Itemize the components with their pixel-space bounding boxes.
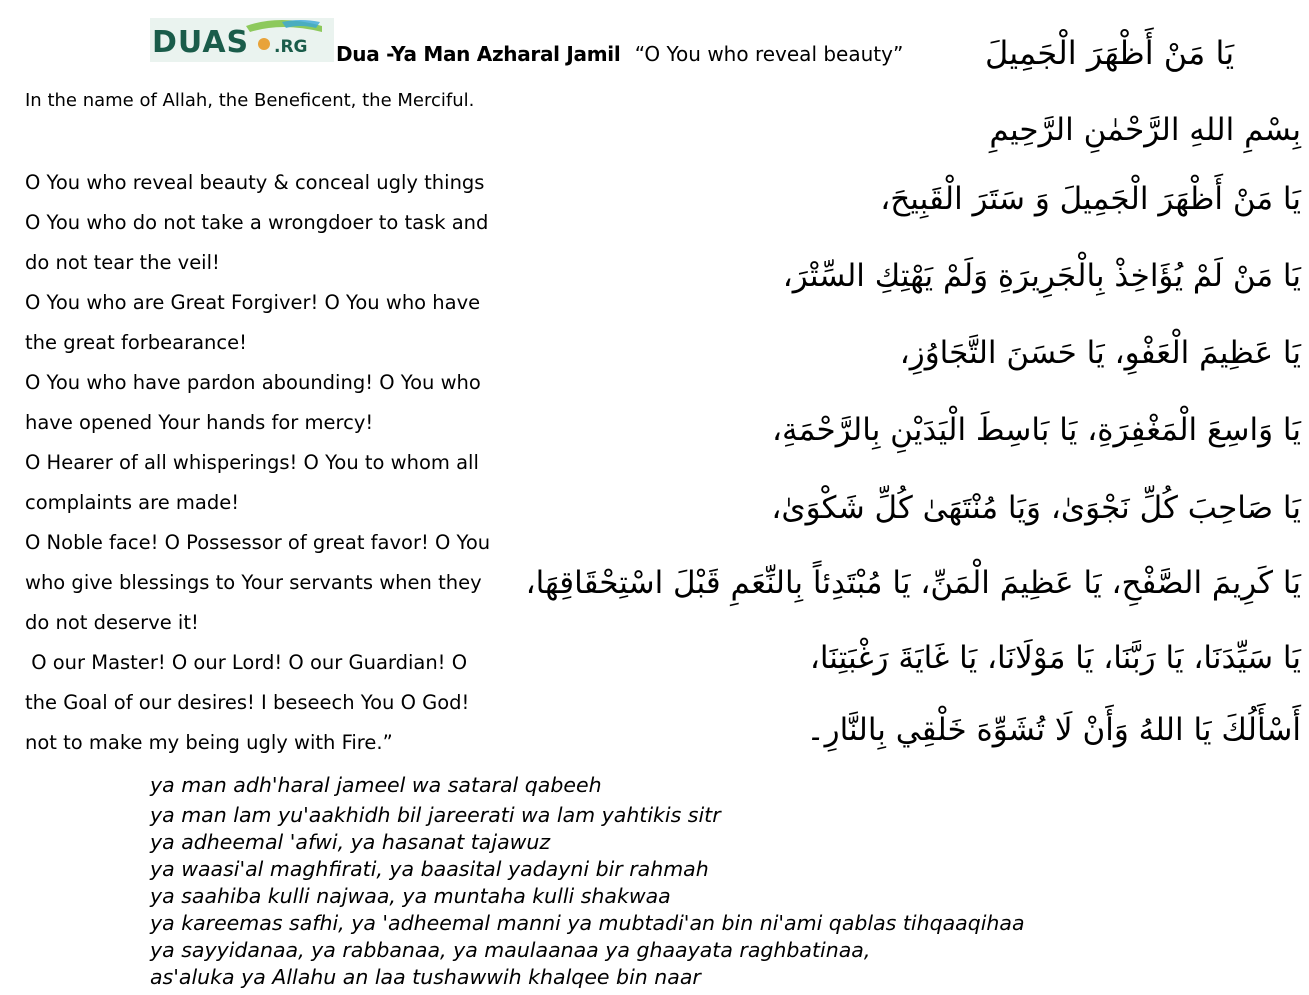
english-line: complaints are made! bbox=[25, 491, 240, 514]
translit-line: ya adheemal 'afwi, ya hasanat tajawuz bbox=[150, 830, 551, 854]
intro-text: In the name of Allah, the Beneficent, the Merciful. bbox=[25, 90, 475, 111]
english-line: O You who do not take a wrongdoer to task and bbox=[25, 211, 489, 234]
english-line: O our Master! O our Lord! O our Guardian! O bbox=[25, 651, 468, 674]
translit-line: ya waasi'al maghfirati, ya baasital yadayni bir rahmah bbox=[150, 857, 709, 881]
translit-line: ya man lam yu'aakhidh bil jareerati wa lam yahtikis sitr bbox=[150, 803, 721, 827]
arabic-line-0: بِسْمِ اللهِ الرَّحْمٰنِ الرَّحِيمِ bbox=[989, 112, 1301, 148]
english-line: O You who are Great Forgiver! O You who have bbox=[25, 291, 481, 314]
title-row bbox=[336, 42, 903, 66]
arabic-line-1: يَا مَنْ أَظْهَرَ الْجَمِيلَ وَ سَتَرَ الْقَبِيحَ، bbox=[880, 181, 1301, 217]
translit-line: ya kareemas safhi, ya 'adheemal manni ya mubtadi'an bin ni'ami qablas tihqaaqihaa bbox=[150, 911, 1025, 935]
transliteration bbox=[150, 772, 1025, 991]
english-line: O Hearer of all whisperings! O You to whom all bbox=[25, 451, 479, 474]
english-line: do not deserve it! bbox=[25, 611, 199, 634]
logo-graphic bbox=[150, 18, 334, 62]
english-line: the Goal of our desires! I beseech You O God! bbox=[25, 691, 470, 714]
english-line: O You who reveal beauty & conceal ugly things bbox=[25, 171, 485, 194]
logo bbox=[150, 18, 334, 62]
arabic-line-5: يَا صَاحِبَ كُلِّ نَجْوَىٰ، وَيَا مُنْتَهَىٰ كُلِّ شَكْوَىٰ، bbox=[771, 490, 1301, 526]
arabic-line-6: يَا كَرِيمَ الصَّفْحِ، يَا عَظِيمَ الْمَنِّ، يَا مُبْتَدِئاً بِالنِّعَمِ قَبْلَ اسْتِحْقَاقِهَا، bbox=[525, 565, 1301, 601]
translit-line: ya saahiba kulli najwaa, ya muntaha kulli shakwaa bbox=[150, 884, 671, 908]
english-line: the great forbearance! bbox=[25, 331, 247, 354]
arabic-line-4: يَا وَاسِعَ الْمَغْفِرَةِ، يَا بَاسِطَ الْيَدَيْنِ بِالرَّحْمَةِ، bbox=[771, 412, 1301, 448]
english-line: who give blessings to Your servants when they bbox=[25, 571, 482, 594]
svg-text:.RG: .RG bbox=[274, 37, 308, 57]
arabic-line-2: يَا مَنْ لَمْ يُؤَاخِذْ بِالْجَرِيرَةِ وَلَمْ يَهْتِكِ السِّتْرَ، bbox=[782, 258, 1301, 294]
english-translation bbox=[25, 163, 585, 763]
english-line: have opened Your hands for mercy! bbox=[25, 411, 374, 434]
english-line: do not tear the veil! bbox=[25, 251, 220, 274]
english-line: O You who have pardon abounding! O You who bbox=[25, 371, 481, 394]
arabic-line-7: يَا سَيِّدَنَا، يَا رَبَّنَا، يَا مَوْلَانَا، يَا غَايَةَ رَغْبَتِنَا، bbox=[809, 640, 1301, 676]
translit-line: ya sayyidanaa, ya rabbanaa, ya maulaanaa ya ghaayata raghbatinaa, bbox=[150, 938, 871, 962]
translit-line: as'aluka ya Allahu an laa tushawwih khalqee bin naar bbox=[150, 965, 701, 989]
english-line: O Noble face! O Possessor of great favor! O You bbox=[25, 531, 491, 554]
translit-line: ya man adh'haral jameel wa sataral qabeeh bbox=[150, 773, 602, 797]
svg-text:DUAS: DUAS bbox=[152, 25, 250, 60]
arabic-title: يَا مَنْ أَظْهَرَ الْجَمِيلَ bbox=[985, 34, 1235, 72]
page-title: Dua -Ya Man Azharal Jamil bbox=[336, 42, 621, 66]
page-subtitle: “O You who reveal beauty” bbox=[634, 42, 904, 66]
english-line: not to make my being ugly with Fire.” bbox=[25, 731, 393, 754]
arabic-line-3: يَا عَظِيمَ الْعَفْوِ، يَا حَسَنَ التَّجَاوُزِ، bbox=[899, 335, 1301, 371]
arabic-line-8: أَسْأَلُكَ يَا اللهُ وَأَنْ لَا تُشَوِّهَ خَلْقِي بِالنَّارِ۔ bbox=[806, 712, 1301, 748]
